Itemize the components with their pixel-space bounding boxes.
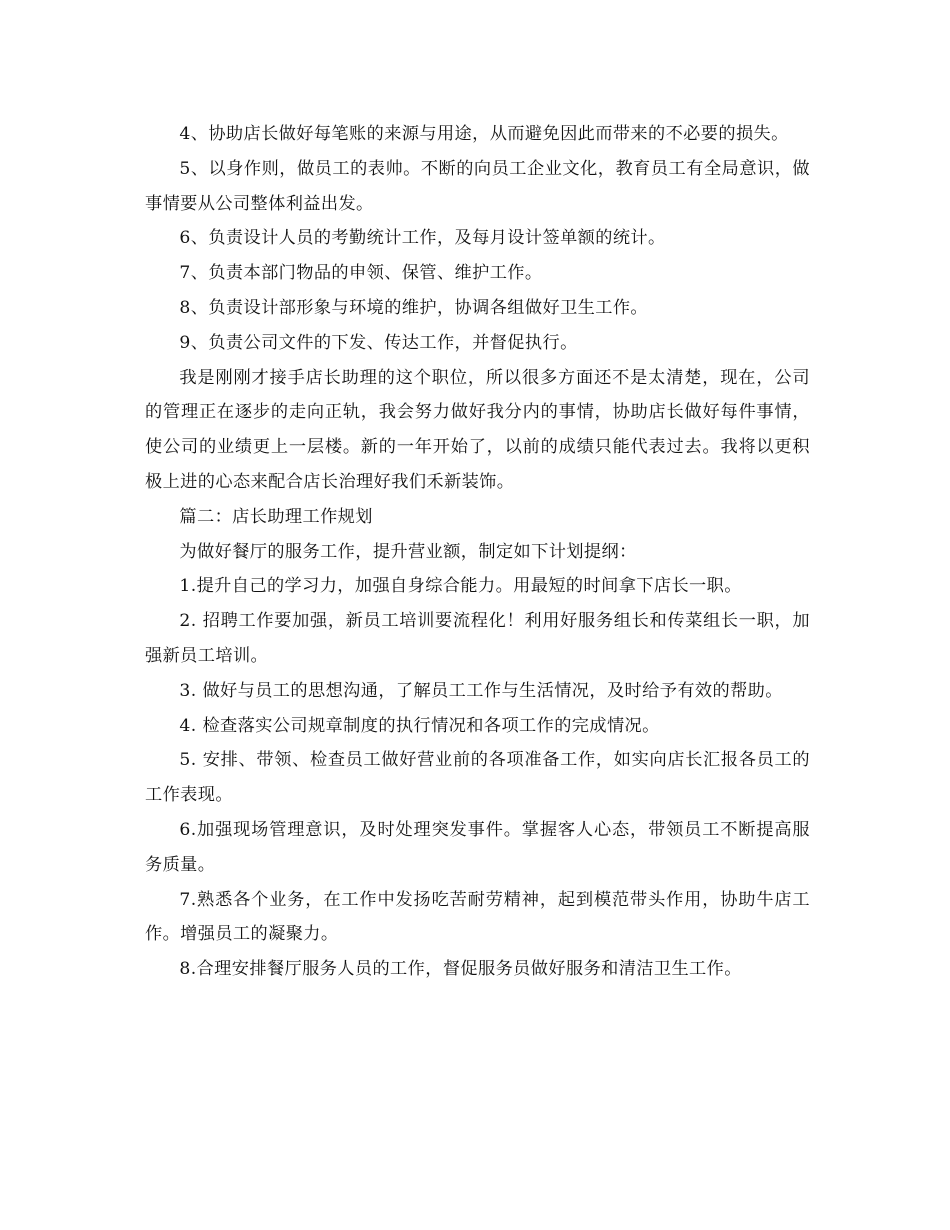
plan-item-7: 7.熟悉各个业务，在工作中发扬吃苦耐劳精神，起到模范带头作用，协助牛店工作。增强员工的凝聚力。: [145, 889, 810, 945]
section-heading: 篇二：店长助理工作规划: [179, 506, 373, 527]
paragraph-item-5: 5、以身作则，做员工的表帅。不断的向员工企业文化，教育员工有全局意识，做事情要从公司整体利益出发。: [145, 158, 810, 214]
paragraph-item-4: 4、协助店长做好每笔账的来源与用途，从而避免因此而带来的不必要的损失。: [179, 124, 789, 144]
plan-item-5: 5. 安排、带领、检查员工做好营业前的各项准备工作，如实向店长汇报各员工的工作表现。: [145, 750, 810, 806]
plan-item-2: 2. 招聘工作要加强，新员工培训要流程化！利用好服务组长和传菜组长一职，加强新员工培训。: [145, 611, 810, 666]
paragraph-item-6: 6、负责设计人员的考勤统计工作，及每月设计签单额的统计。: [179, 228, 666, 249]
plan-item-4: 4. 检查落实公司规章制度的执行情况和各项工作的完成情况。: [179, 715, 660, 736]
plan-item-3: 3. 做好与员工的思想沟通，了解员工工作与生活情况，及时给予有效的帮助。: [179, 680, 783, 701]
plan-item-6: 6.加强现场管理意识，及时处理突发事件。掌握客人心态，带领员工不断提高服务质量。: [145, 819, 810, 875]
paragraph-item-7: 7、负责本部门物品的申领、保管、维护工作。: [179, 263, 543, 284]
paragraph-item-8: 8、负责设计部形象与环境的维护，协调各组做好卫生工作。: [179, 297, 649, 318]
plan-item-1: 1.提升自己的学习力，加强自身综合能力。用最短的时间拿下店长一职。: [179, 576, 742, 597]
paragraph-closing-statement: 我是刚刚才接手店长助理的这个职位，所以很多方面还不是太清楚，现在，公司的管理正在逐步的走向正轨，我会努力做好我分内的事情，协助店长做好每件事情，使公司的业绩更上一层楼。新的一年开始了，以前的成绩只能代表过去。我将以更积极上进的心态来配合店长治理好我们禾新装饰。: [145, 367, 810, 492]
plan-item-8: 8.合理安排餐厅服务人员的工作，督促服务员做好服务和清洁卫生工作。: [179, 959, 742, 980]
paragraph-intro: 为做好餐厅的服务工作，提升营业额，制定如下计划提纲：: [179, 541, 637, 562]
paragraph-item-9: 9、负责公司文件的下发、传达工作，并督促执行。: [179, 332, 578, 353]
document-page: [145, 117, 810, 987]
